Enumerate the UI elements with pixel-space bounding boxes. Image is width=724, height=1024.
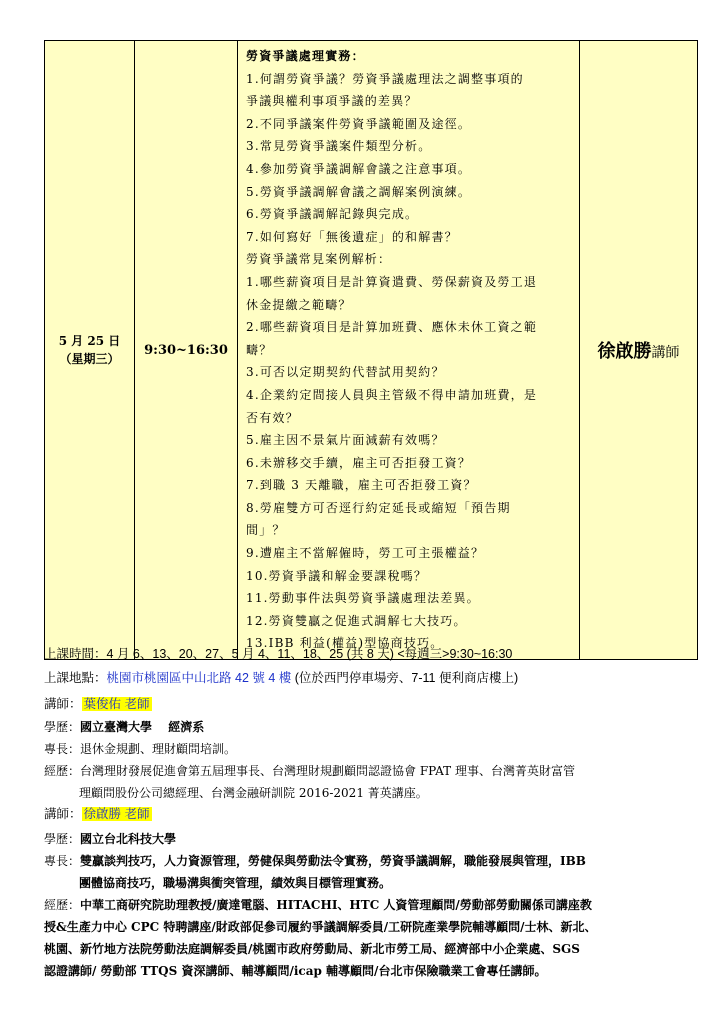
- content-line: 休金提繳之範疇？: [246, 297, 352, 312]
- teacher1-exp-line: 理顧問股份公司總經理、台灣金融研訓院 2016-2021 菁英講座。: [79, 786, 428, 800]
- content-line: 否有效？: [246, 410, 299, 425]
- content-line: 7.到職 3 天離職，雇主可否拒發工資？: [246, 478, 477, 493]
- teacher1-profile: [44, 694, 694, 804]
- content-line: 4.企業約定間接人員與主管級不得申請加班費，是: [246, 387, 538, 402]
- content-line: 1.何謂勞資爭議？勞資爭議處理法之調整事項的: [246, 71, 524, 86]
- content-line: 2.不同爭議案件勞資爭議範圍及途徑。: [246, 116, 472, 131]
- content-line: 5.勞資爭議調解會議之調解案例演練。: [246, 184, 472, 199]
- teacher2-experience: [44, 894, 694, 982]
- content-line: 3.可否以定期契約代替試用契約？: [246, 365, 445, 380]
- teacher-title: 講師: [651, 345, 680, 362]
- teacher2-profile: [44, 804, 694, 982]
- teacher1-education: [44, 716, 694, 738]
- teacher1-exp-line: 台灣理財發展促進會第五屆理事長、台灣理財規劃顧問認證協會 FPAT 理事、台灣菁英財富管: [80, 764, 575, 778]
- class-info: [44, 644, 694, 688]
- teacher2-edu-label: 學歷：: [44, 832, 81, 846]
- date-cell: [45, 41, 135, 660]
- teacher2-spec-line: 團體協商技巧，職場溝與衝突管理，績效與目標管理實務。: [79, 876, 392, 890]
- class-location-label: 上課地點：: [44, 671, 107, 685]
- content-line: 13.IBB 利益(權益)型協商技巧。: [246, 636, 444, 651]
- content-line: 爭議與權利事項爭議的差異？: [246, 94, 418, 109]
- content-line: 9.遭雇主不當解僱時，勞工可主張權益？: [246, 546, 485, 561]
- teacher2-label: 講師：: [44, 807, 82, 821]
- content-line: 6.未辦移交手續，雇主可否拒發工資？: [246, 455, 472, 470]
- class-date: 5 月 25 日: [58, 334, 121, 349]
- content-heading-1: 勞資爭議處理實務：: [246, 49, 365, 63]
- class-location-line: [44, 668, 694, 688]
- teacher2-spec-line: 雙贏談判技巧，人力資源管理，勞健保與勞動法令實務，勞資爭議調解，職能發展與管理，IBB: [80, 854, 586, 868]
- teacher2-exp-line: 桃園、新竹地方法院勞動法庭調解委員/桃園市政府勞動局、新北市勞工局、經濟部中小企業處、SGS: [44, 942, 580, 956]
- content-line: 5.雇主因不景氣片面減薪有效嗎？: [246, 433, 445, 448]
- teacher1-name-line: [44, 694, 694, 714]
- teacher2-edu: 國立台北科技大學: [80, 832, 177, 846]
- class-weekday: （星期三）: [59, 352, 120, 367]
- class-location-address: 桃園市桃園區中山北路 42 號 4 樓: [106, 671, 292, 685]
- teacher1-name: 葉俊佑 老師: [83, 697, 150, 711]
- content-line: 7.如何寫好「無後遺症」的和解書？: [246, 229, 458, 244]
- teacher-name: 徐啟勝: [597, 341, 652, 363]
- teacher2-spec-label: 專長：: [44, 854, 81, 868]
- class-time-line: [44, 644, 694, 664]
- content-line: 8.勞雇雙方可否逕行約定延長或縮短「預告期: [246, 500, 511, 515]
- content-line: 間」？: [246, 523, 286, 538]
- class-time-label: 上課時間：: [44, 647, 107, 661]
- teacher2-education: [44, 828, 694, 850]
- teacher1-experience: [44, 760, 694, 804]
- content-heading-2: 勞資爭議常見案例解析：: [246, 252, 392, 267]
- content-line: 2.哪些薪資項目是計算加班費、應休未休工資之範: [246, 320, 538, 335]
- content-line: 12.勞資雙贏之促進式調解七大技巧。: [246, 613, 467, 628]
- teacher2-exp-line: 認證講師/ 勞動部 TTQS 資深講師、輔導顧問/icap 輔導顧問/台北市保險職業工會專任講師。: [44, 964, 547, 978]
- teacher2-name: 徐啟勝 老師: [83, 807, 150, 821]
- teacher2-exp-line: 授&生產力中心 CPC 特聘講座/財政部促參司履約爭議調解委員/工研院產業學院輔導顧問/士林、新北、: [44, 920, 597, 934]
- class-time-range: 9:30~16:30: [144, 342, 228, 358]
- content-line: 疇？: [246, 342, 273, 357]
- content-line: 4.參加勞資爭議調解會議之注意事項。: [246, 161, 472, 176]
- teacher-cell: [580, 41, 698, 660]
- teacher2-name-line: [44, 804, 694, 824]
- teacher1-exp-label: 經歷：: [44, 764, 81, 778]
- schedule-row: [45, 41, 698, 660]
- teacher1-spec: 退休金規劃、理財顧問培訓。: [80, 742, 237, 756]
- teacher1-specialty: [44, 738, 694, 760]
- content-line: 10.勞資爭議和解金要課稅嗎？: [246, 568, 428, 583]
- teacher2-exp-line: 中華工商研究院助理教授/廣達電腦、HITACHI、HTC 人資管理顧問/勞動部勞動關係司講座教: [80, 898, 592, 912]
- content-line: 6.勞資爭議調解記錄與完成。: [246, 207, 419, 222]
- content-line: 3.常見勞資爭議案件類型分析。: [246, 139, 432, 154]
- teacher1-edu: 國立臺灣大學 經濟系: [80, 720, 205, 734]
- course-content-cell: [238, 41, 580, 660]
- content-line: 11.勞動事件法與勞資爭議處理法差異。: [246, 591, 480, 606]
- teacher1-label: 講師：: [44, 697, 82, 711]
- content-line: 1.哪些薪資項目是計算資遣費、勞保薪資及勞工退: [246, 274, 538, 289]
- schedule-table: [44, 40, 698, 660]
- time-cell: [135, 41, 238, 660]
- teacher1-edu-label: 學歷：: [44, 720, 81, 734]
- class-time-value: 4 月 6、13、20、27、5 月 4、11、18、25 (共 8 天) <每週三>9:30~16:30: [106, 647, 513, 661]
- teacher1-spec-label: 專長：: [44, 742, 81, 756]
- teacher2-exp-label: 經歷：: [44, 898, 81, 912]
- teacher2-specialty: [44, 850, 694, 894]
- class-location-note: (位於西門停車場旁、7-11 便利商店樓上): [291, 671, 519, 685]
